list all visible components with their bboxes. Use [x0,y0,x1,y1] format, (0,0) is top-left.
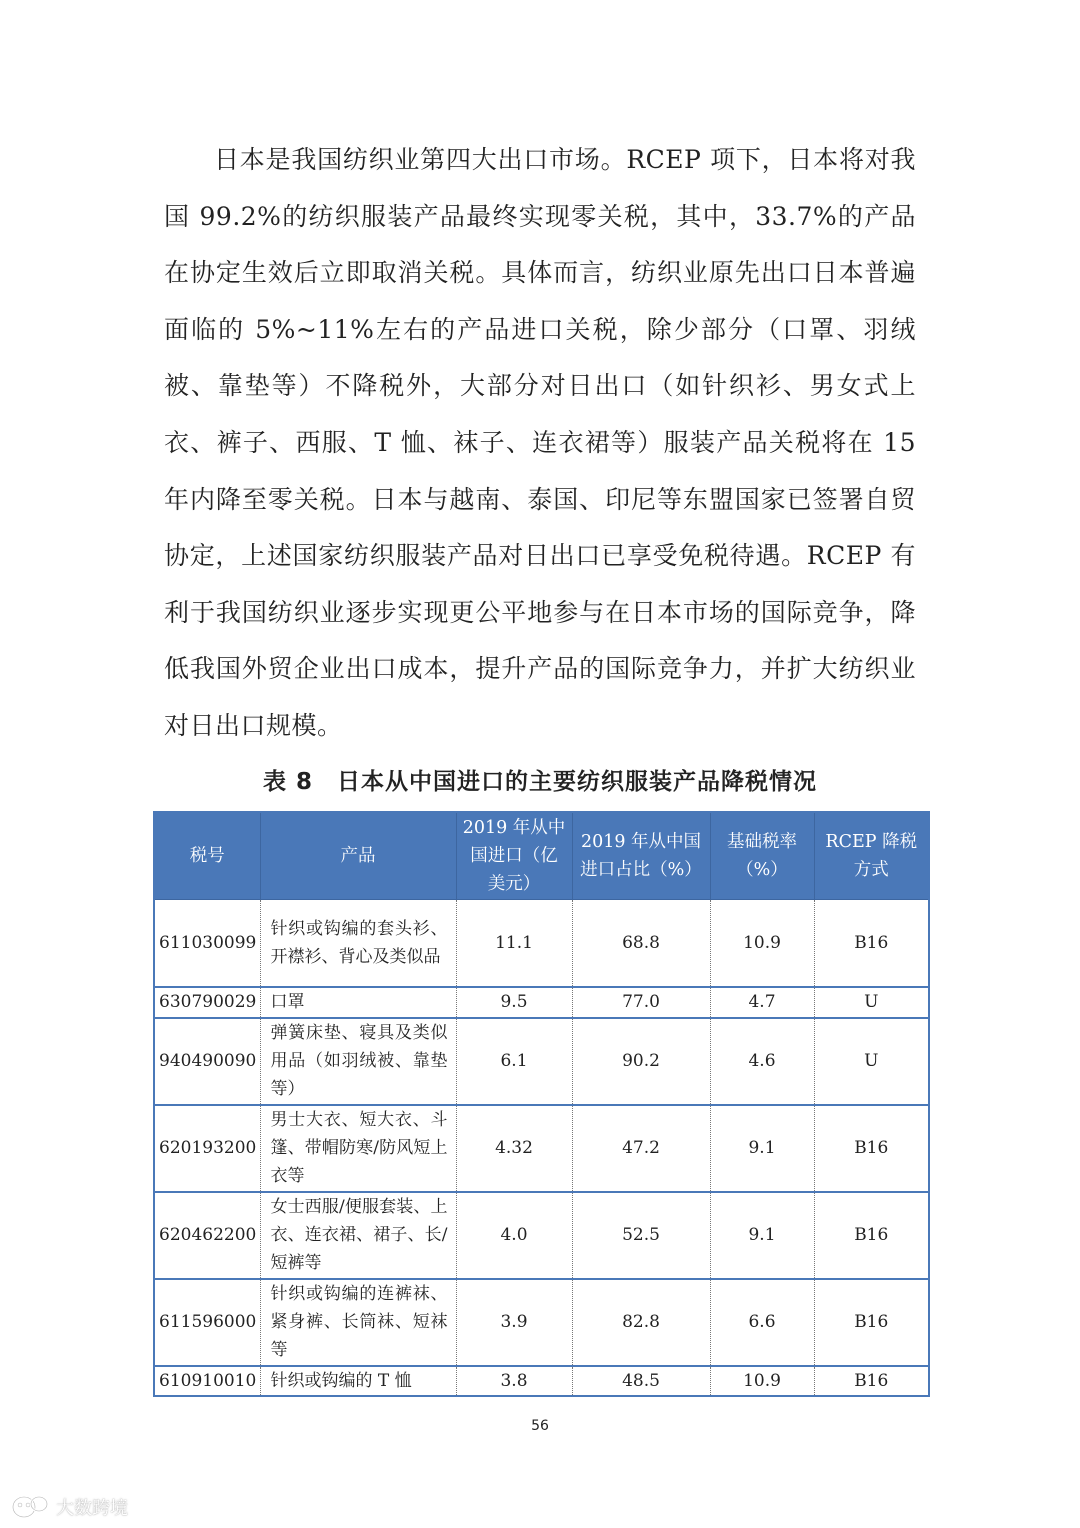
cell-product: 女士西服/便服套装、上衣、连衣裙、裙子、长/短裤等 [260,1192,456,1279]
cell-rcep-method: U [814,987,929,1018]
cell-code: 611596000 [154,1279,260,1366]
cell-rcep-method: B16 [814,1366,929,1396]
cell-code: 620462200 [154,1192,260,1279]
cell-import-share: 48.5 [572,1366,710,1396]
table-row [154,1192,929,1279]
cell-import-value: 9.5 [456,987,572,1018]
tariff-table [153,811,930,1397]
cell-base-rate: 9.1 [710,1105,814,1192]
cell-base-rate: 9.1 [710,1192,814,1279]
cell-import-value: 4.32 [456,1105,572,1192]
cell-import-share: 82.8 [572,1279,710,1366]
cell-code: 630790029 [154,987,260,1018]
cell-rcep-method: B16 [814,900,929,987]
page-number: 56 [531,1418,549,1434]
table-header-row [154,812,929,900]
cell-product: 针织或钩编的 T 恤 [260,1366,456,1396]
table-row [154,987,929,1018]
cell-rcep-method: B16 [814,1105,929,1192]
cell-product: 弹簧床垫、寝具及类似用品（如羽绒被、靠垫等） [260,1018,456,1105]
cell-import-share: 77.0 [572,987,710,1018]
table-caption: 表 8 日本从中国进口的主要纺织服装产品降税情况 [262,769,817,795]
cell-code: 620193200 [154,1105,260,1192]
header-product: 产品 [260,812,456,900]
table-row [154,1366,929,1396]
cell-import-value: 4.0 [456,1192,572,1279]
cell-import-value: 3.9 [456,1279,572,1366]
table-row [154,900,929,987]
cell-product: 针织或钩编的连裤袜、紧身裤、长筒袜、短袜等 [260,1279,456,1366]
cell-import-share: 47.2 [572,1105,710,1192]
watermark-logo-icon [10,1493,50,1521]
cell-base-rate: 4.7 [710,987,814,1018]
cell-import-value: 6.1 [456,1018,572,1105]
cell-product: 男士大衣、短大衣、斗篷、带帽防寒/防风短上衣等 [260,1105,456,1192]
cell-rcep-method: B16 [814,1192,929,1279]
cell-code: 611030099 [154,900,260,987]
table-row [154,1018,929,1105]
table-row [154,1105,929,1192]
table-row [154,1279,929,1366]
cell-import-value: 11.1 [456,900,572,987]
watermark [10,1490,128,1524]
cell-base-rate: 6.6 [710,1279,814,1366]
cell-import-share: 90.2 [572,1018,710,1105]
watermark-text: 大数跨境 [56,1498,128,1519]
cell-import-share: 52.5 [572,1192,710,1279]
cell-import-value: 3.8 [456,1366,572,1396]
body-paragraph: 日本是我国纺织业第四大出口市场。RCEP 项下，日本将对我国 99.2%的纺织服装产品最终实现零关税，其中，33.7%的产品在协定生效后立即取消关税。具体而言，纺织业原先出口日本普遍面临的 5%~11%左右的产品进口关税，除少部分（口罩、羽绒被、靠垫等）不降税外，大部分对日出口（如针织衫、男女式上衣、裤子、西服、T 恤、袜子、连衣裙等）服装产品关税将在 15 年内降至零关税。日本与越南、泰国、印尼等东盟国家已签署自贸协定，上述国家纺织服装产品对日出口已享受免税待遇。RCEP 有利于我国纺织业逐步实现更公平地参与在日本市场的国际竞争，降低我国外贸企业出口成本，提升产品的国际竞争力，并扩大纺织业对日出口规模。 [164,145,916,740]
cell-code: 940490090 [154,1018,260,1105]
cell-code: 610910010 [154,1366,260,1396]
cell-rcep-method: U [814,1018,929,1105]
cell-base-rate: 4.6 [710,1018,814,1105]
header-import-value: 2019 年从中国进口（亿美元） [456,812,572,900]
cell-product: 针织或钩编的套头衫、开襟衫、背心及类似品 [260,900,456,987]
cell-base-rate: 10.9 [710,900,814,987]
header-import-share: 2019 年从中国进口占比（%） [572,812,710,900]
cell-rcep-method: B16 [814,1279,929,1366]
header-rcep-method: RCEP 降税方式 [814,812,929,900]
header-base-rate: 基础税率（%） [710,812,814,900]
cell-import-share: 68.8 [572,900,710,987]
cell-product: 口罩 [260,987,456,1018]
cell-base-rate: 10.9 [710,1366,814,1396]
header-tariff-code: 税号 [154,812,260,900]
